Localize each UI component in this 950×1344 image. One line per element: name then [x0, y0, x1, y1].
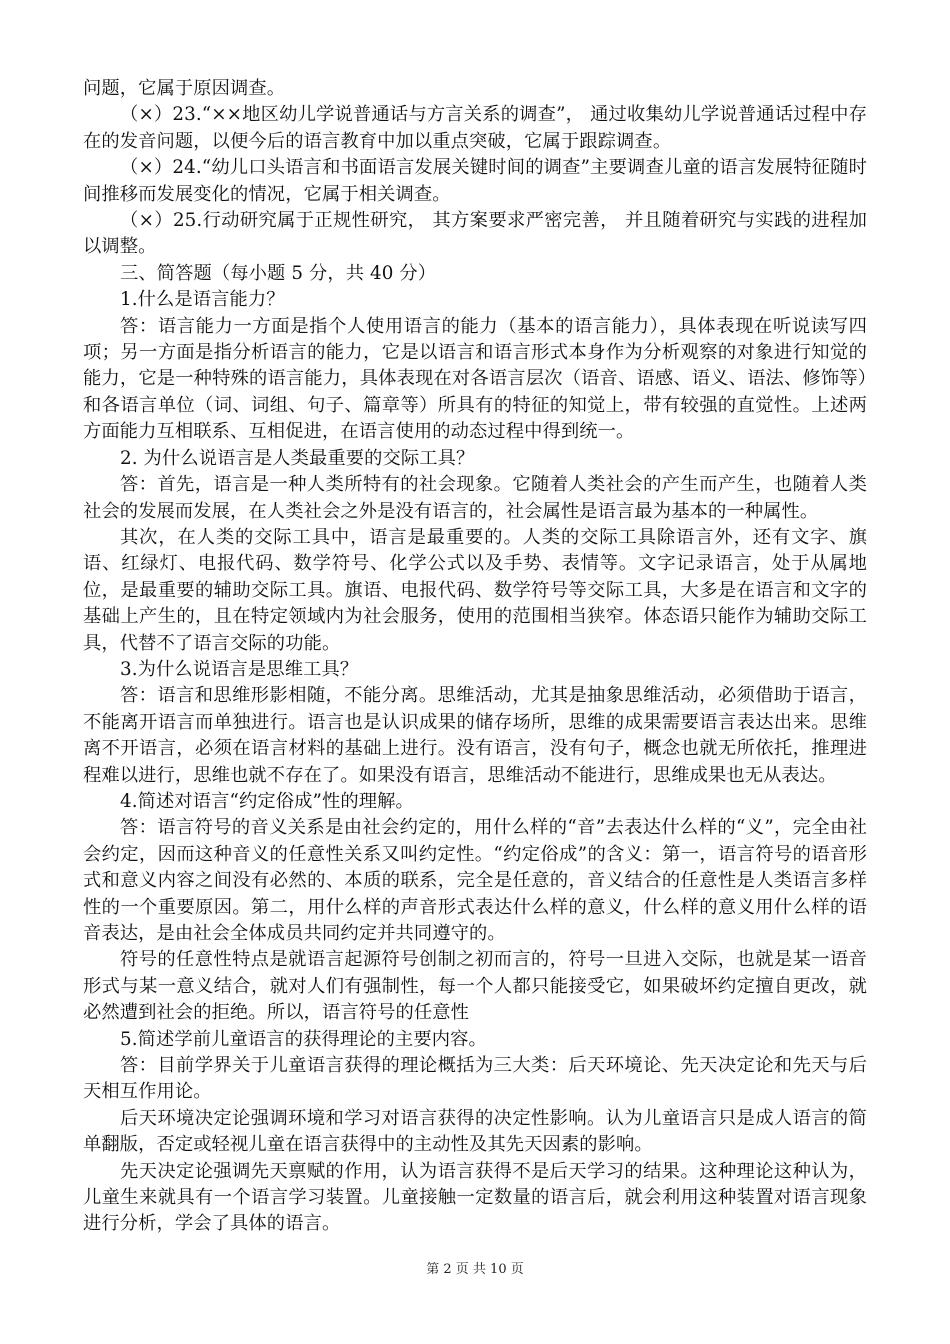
- question: 5.简述学前儿童语言的获得理论的主要内容。: [120, 1028, 487, 1050]
- question: 3.为什么说语言是思维工具？: [120, 658, 359, 680]
- answer-paragraph: 答：语言能力一方面是指个人使用语言的能力（基本的语言能力），具体表现在听说读写四项；另一方面是指分析语言的能力，它是以语言和语言形式本身作为分析观察的对象进行知觉的能力，它是一种特殊的语言能力，具体表现在对各语言层次（语音、语感、语义、语法、修饰等）和各语言单位（词、词组、句子、篇章等）所具有的特征的知觉上，带有较强的直觉性。上述两方面能力互相联系、互相促进，在语言使用的动态过程中得到统一。: [83, 315, 867, 443]
- answer-paragraph: 先天决定论强调先天禀赋的作用，认为语言获得不是后天学习的结果。这种理论这种认为，儿童生来就具有一个语言学习装置。儿童接触一定数量的语言后，就会利用这种装置对语言现象进行分析，学会了具体的语言。: [83, 1160, 867, 1235]
- question: 2. 为什么说语言是人类最重要的交际工具？: [120, 447, 475, 469]
- page-number-footer: 第 2 页 共 10 页: [426, 1262, 524, 1277]
- answer-paragraph: 答：首先，语言是一种人类所特有的社会现象。它随着人类社会的产生而产生，也随着人类社会的发展而发展，在人类社会之外是没有语言的，社会属性是语言最为基本的一种属性。: [83, 474, 867, 522]
- document-body: [83, 76, 867, 1238]
- answer-paragraph: 后天环境决定论强调环境和学习对语言获得的决定性影响。认为儿童语言只是成人语言的简单翻版，否定或轻视儿童在语言获得中的主动性及其先天因素的影响。: [83, 1107, 867, 1156]
- paragraph: 问题，它属于原因调查。: [83, 78, 286, 99]
- paragraph: （×）25.行动研究属于正规性研究， 其方案要求严密完善， 并且随着研究与实践的进程加以调整。: [83, 210, 867, 258]
- answer-paragraph: 答：语言和思维形影相随，不能分离。思维活动，尤其是抽象思维活动，必须借助于语言，不能离开语言而单独进行。语言也是认识成果的储存场所，思维的成果需要语言表达出来。思维离不开语言，必须在语言材料的基础上进行。没有语言，没有句子，概念也就无所依托，推理进程难以进行，思维也就不存在了。如果没有语言，思维活动不能进行，思维成果也无从表达。: [83, 685, 867, 786]
- answer-paragraph: 符号的任意性特点是就语言起源符号创制之初而言的，符号一旦进入交际，也就是某一语音形式与某一意义结合，就对人们有强制性，每一个人都只能接受它，如果破坏约定擅自更改，就必然遭到社会的拒绝。所以，语言符号的任意性: [83, 949, 867, 1024]
- question: 1.什么是语言能力？: [120, 289, 285, 311]
- section-heading: 三、简答题（每小题 5 分，共 40 分）: [120, 262, 437, 284]
- answer-paragraph: 答：目前学界关于儿童语言获得的理论概括为三大类：后天环境论、先天决定论和先天与后天相互作用论。: [83, 1055, 867, 1103]
- paragraph: （×）23.“××地区幼儿学说普通话与方言关系的调查”， 通过收集幼儿学说普通话过程中存在的发音问题，以便今后的语言教育中加以重点突破，它属于跟踪调查。: [83, 104, 867, 152]
- question: 4.简述对语言“约定俗成”性的理解。: [120, 790, 414, 812]
- paragraph: （×）24.“幼儿口头语言和书面语言发展关键时间的调查”主要调查儿童的语言发展特征随时间推移而发展变化的情况，它属于相关调查。: [83, 157, 867, 205]
- answer-paragraph: 答：语言符号的音义关系是由社会约定的，用什么样的“音”去表达什么样的“义”，完全由社会约定，因而这种音义的任意性关系又叫约定性。“约定俗成”的含义：第一，语言符号的语音形式和意义内容之间没有必然的、本质的联系，完全是任意的，音义结合的任意性是人类语言多样性的一个重要原因。第二，用什么样的声音形式表达什么样的意义，什么样的意义用什么样的语音表达，是由社会全体成员共同约定并共同遵守的。: [83, 817, 867, 944]
- answer-paragraph: 其次，在人类的交际工具中，语言是最重要的。人类的交际工具除语言外，还有文字、旗语、红绿灯、电报代码、数学符号、化学公式以及手势、表情等。文字记录语言，处于从属地位，是最重要的辅助交际工具。旗语、电报代码、数学符号等交际工具，大多是在语言和文字的基础上产生的，且在特定领域内为社会服务，使用的范围相当狭窄。体态语只能作为辅助交际工具，代替不了语言交际的功能。: [83, 526, 867, 654]
